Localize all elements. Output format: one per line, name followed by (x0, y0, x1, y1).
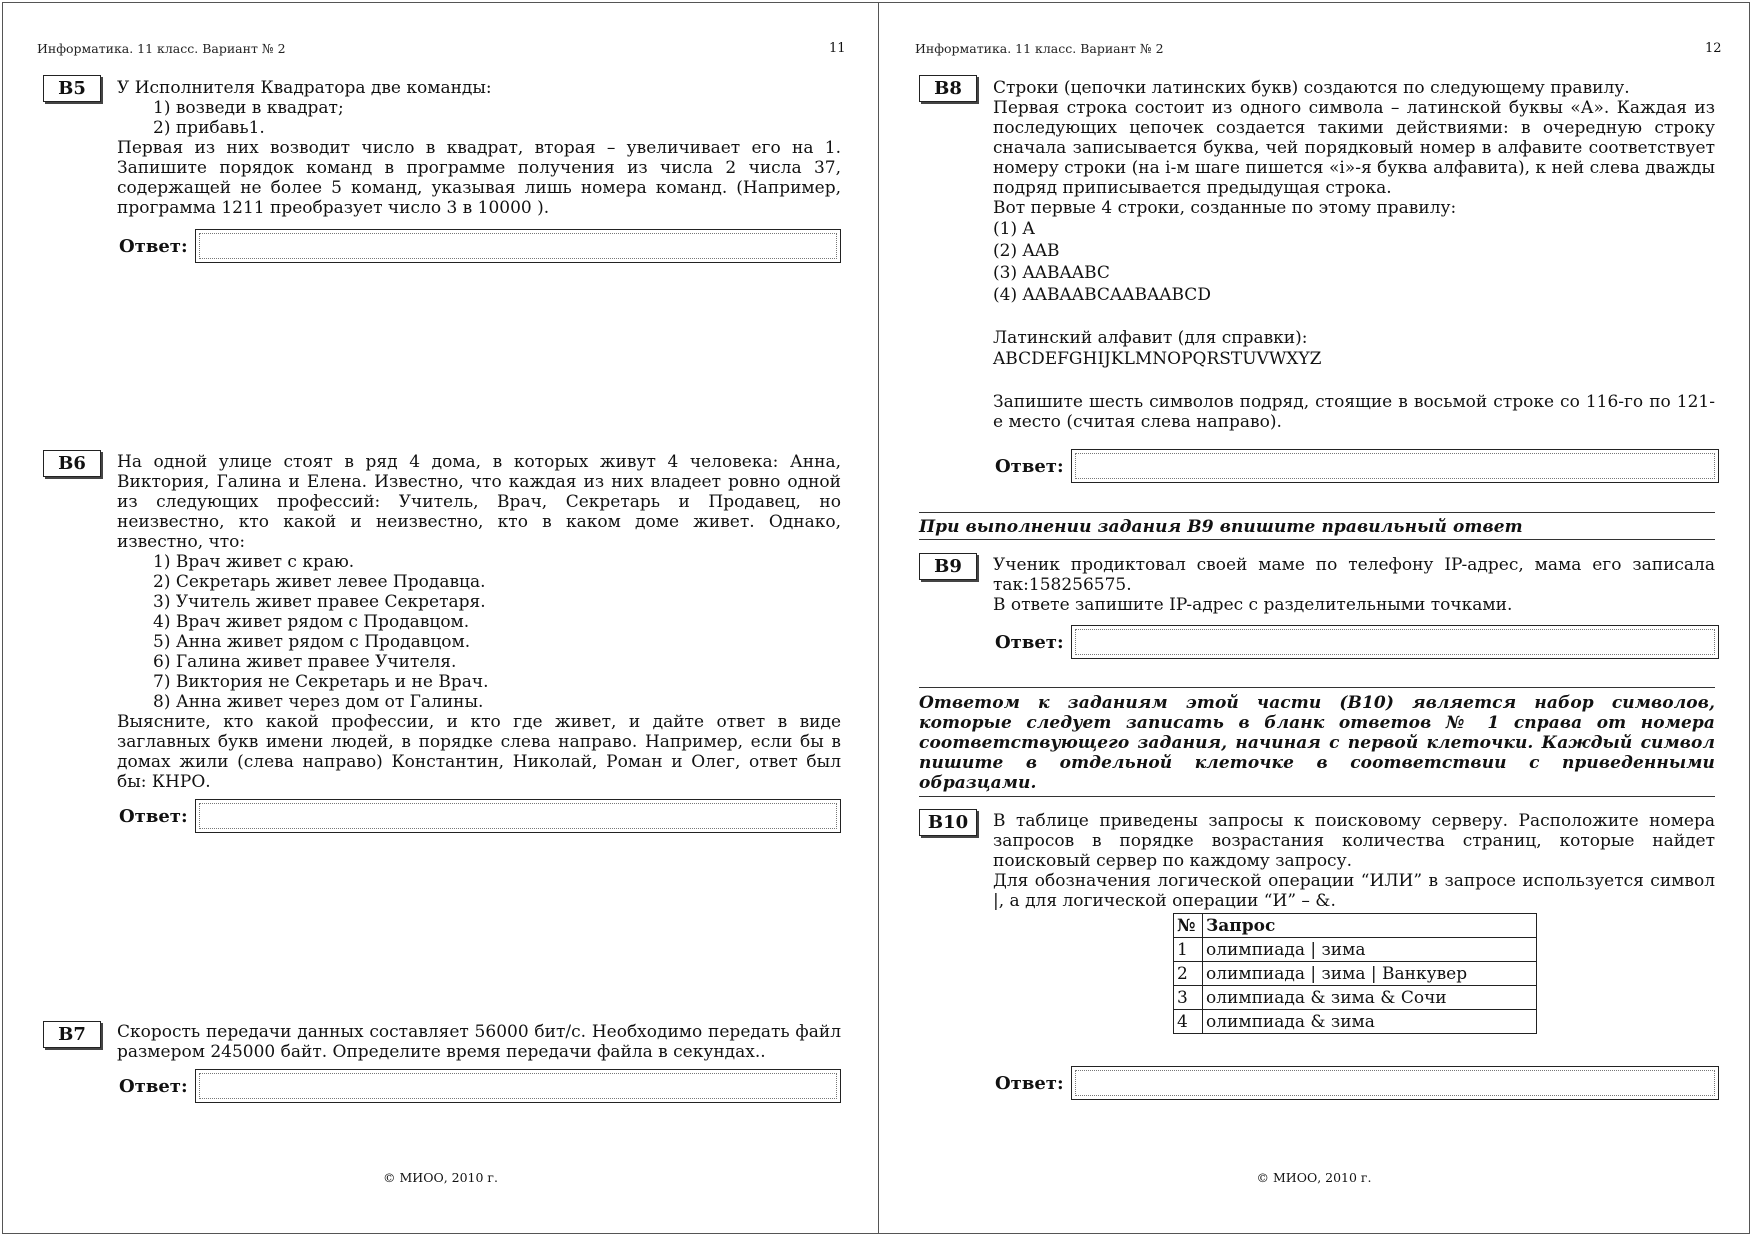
task-b5 (117, 78, 841, 218)
answer-label: Ответ: (119, 806, 188, 827)
task-number-b6: B6 (43, 450, 101, 477)
task-b9 (993, 555, 1715, 615)
task-b8 (993, 78, 1715, 432)
task-b6-fact: 5) Анна живет рядом с Продавцом. (153, 632, 471, 652)
task-b6-fact: 1) Врач живет с краю. (153, 552, 355, 572)
task-b5-command-1: 1) возведи в квадрат; (153, 98, 344, 118)
table-row (1174, 938, 1537, 962)
task-b8-row: (1) A (993, 219, 1035, 239)
task-b6-outro: Выясните, кто какой профессии, и кто где живет, и дайте ответ в виде заглавных букв имени людей, в порядке слева направо. Например, если бы в домах жили (слева направо) Константин, Николай, Роман и Олег, ответ был бы: КНРО. (117, 712, 841, 792)
task-b8-body: Первая строка состоит из одного символа – латинской буквы «А». Каждая из последующих цепочек создается такими действиями: в очередную строку сначала записывается буква, чей порядковый номер в алфавите соответствует номеру строки (на i-м шаге пишется «i»-я буква алфавита), к ней слева дважды подряд приписывается предыдущая строка. (993, 98, 1715, 198)
page-header: Информатика. 11 класс. Вариант № 2 (37, 41, 286, 56)
table-cell-query: олимпиада & зима (1203, 1010, 1537, 1034)
answer-label: Ответ: (995, 632, 1064, 653)
table-header-query: Запрос (1203, 914, 1537, 938)
task-b6-fact: 3) Учитель живет правее Секретаря. (153, 592, 486, 612)
table-cell-number: 3 (1174, 986, 1203, 1010)
page-footer: © МИОО, 2010 г. (383, 1170, 498, 1185)
answer-b6 (119, 799, 843, 833)
answer-field-b9[interactable] (1071, 625, 1719, 659)
task-b9-body2: В ответе запишите IP-адрес с разделительными точками. (993, 595, 1513, 615)
answer-b5 (119, 229, 843, 263)
task-b6-fact: 4) Врач живет рядом с Продавцом. (153, 612, 470, 632)
task-b8-alphabet-label: Латинский алфавит (для справки): (993, 328, 1308, 348)
section-divider (919, 512, 1715, 513)
task-b8-alphabet: ABCDEFGHIJKLMNOPQRSTUVWXYZ (993, 349, 1322, 369)
task-b8-intro: Строки (цепочки латинских букв) создаются по следующему правилу. (993, 78, 1630, 98)
exam-spread (2, 2, 1750, 1234)
answer-b7 (119, 1069, 843, 1103)
task-b10-body: В таблице приведены запросы к поисковому серверу. Расположите номера запросов в порядке возрастания количества страниц, которые найдет поисковый сервер по каждому запросу. (993, 811, 1715, 871)
answer-label: Ответ: (119, 1076, 188, 1097)
table-cell-number: 4 (1174, 1010, 1203, 1034)
table-cell-query: олимпиада | зима | Ванкувер (1203, 962, 1537, 986)
table-cell-query: олимпиада & зима & Сочи (1203, 986, 1537, 1010)
task-b7-body: Скорость передачи данных составляет 56000 бит/с. Необходимо передать файл размером 245000 байт. Определите время передачи файла в секундах.. (117, 1022, 841, 1062)
task-b8-row: (4) AABAABCAABAABCD (993, 285, 1211, 305)
task-number-b5: B5 (43, 75, 101, 102)
task-b6-fact: 2) Секретарь живет левее Продавца. (153, 572, 486, 592)
right-page (879, 3, 1749, 1233)
table-row (1174, 962, 1537, 986)
task-b6-fact: 8) Анна живет через дом от Галины. (153, 692, 484, 712)
answer-label: Ответ: (995, 1073, 1064, 1094)
task-b10-body2: Для обозначения логической операции “ИЛИ” в запросе используется символ |, а для логической операции “И” – &. (993, 871, 1715, 911)
table-header-row (1174, 914, 1537, 938)
task-b5-command-2: 2) прибавь1. (153, 118, 265, 138)
task-number-b8: B8 (919, 75, 977, 102)
answer-field-b6[interactable] (195, 799, 841, 833)
table-cell-number: 2 (1174, 962, 1203, 986)
table-header-number: № (1174, 914, 1203, 938)
task-b8-question: Запишите шесть символов подряд, стоящие в восьмой строке со 116-го по 121-е место (считая слева направо). (993, 392, 1715, 432)
table-cell-query: олимпиада | зима (1203, 938, 1537, 962)
task-number-b7: B7 (43, 1021, 101, 1048)
task-b6-intro: На одной улице стоят в ряд 4 дома, в которых живут 4 человека: Анна, Виктория, Галина и Елена. Известно, что каждая из них владеет ровно одной из следующих профессий: Учитель, Врач, Секретарь и Продавец, но неизвестно, кто какой и неизвестно, кто в каком доме живет. Однако, известно, что: (117, 452, 841, 552)
answer-label: Ответ: (119, 236, 188, 257)
answer-field-b7[interactable] (195, 1069, 841, 1103)
section-divider (919, 687, 1715, 688)
page-number: 11 (829, 41, 846, 56)
instruction-b9: При выполнении задания В9 впишите правильный ответ (919, 517, 1523, 537)
task-b9-body: Ученик продиктовал своей маме по телефону IP-адрес, мама его записала так:158256575. (993, 555, 1715, 595)
page-header: Информатика. 11 класс. Вариант № 2 (915, 41, 1164, 56)
task-b6-fact: 6) Галина живет правее Учителя. (153, 652, 457, 672)
query-table (1173, 913, 1537, 1034)
answer-field-b10[interactable] (1071, 1066, 1719, 1100)
page-footer: © МИОО, 2010 г. (1256, 1170, 1372, 1185)
section-divider (919, 539, 1715, 540)
task-b5-intro: У Исполнителя Квадратора две команды: (117, 78, 492, 98)
task-b8-lead: Вот первые 4 строки, созданные по этому правилу: (993, 198, 1457, 218)
task-b8-row: (2) AAB (993, 241, 1060, 261)
answer-label: Ответ: (995, 456, 1064, 477)
task-b10 (993, 811, 1715, 911)
section-divider (919, 796, 1715, 797)
answer-field-b5[interactable] (195, 229, 841, 263)
answer-b8 (995, 449, 1715, 483)
left-page (3, 3, 879, 1233)
page-number: 12 (1705, 41, 1722, 56)
task-b8-row: (3) AABAABC (993, 263, 1110, 283)
instruction-b10: Ответом к заданиям этой части (В10) является набор символов, которые следует записать в бланк ответов № 1 справа от номера соответствующего задания, начиная с первой клеточки. Каждый символ пишите в отдельной клеточке в соответствии с приведенными образцами. (919, 693, 1715, 793)
task-b6-fact: 7) Виктория не Секретарь и не Врач. (153, 672, 489, 692)
answer-field-b8[interactable] (1071, 449, 1719, 483)
task-b5-body: Первая из них возводит число в квадрат, вторая – увеличивает его на 1. Запишите порядок команд в программе получения из числа 2 числа 37, содержащей не более 5 команд, указывая лишь номера команд. (Например, программа 1211 преобразует число 3 в 10000 ). (117, 138, 841, 218)
table-row (1174, 986, 1537, 1010)
task-number-b9: B9 (919, 553, 977, 580)
answer-b10 (995, 1066, 1715, 1100)
table-cell-number: 1 (1174, 938, 1203, 962)
task-b6 (117, 452, 841, 792)
answer-b9 (995, 625, 1715, 659)
task-number-b10: B10 (919, 809, 977, 836)
table-row (1174, 1010, 1537, 1034)
